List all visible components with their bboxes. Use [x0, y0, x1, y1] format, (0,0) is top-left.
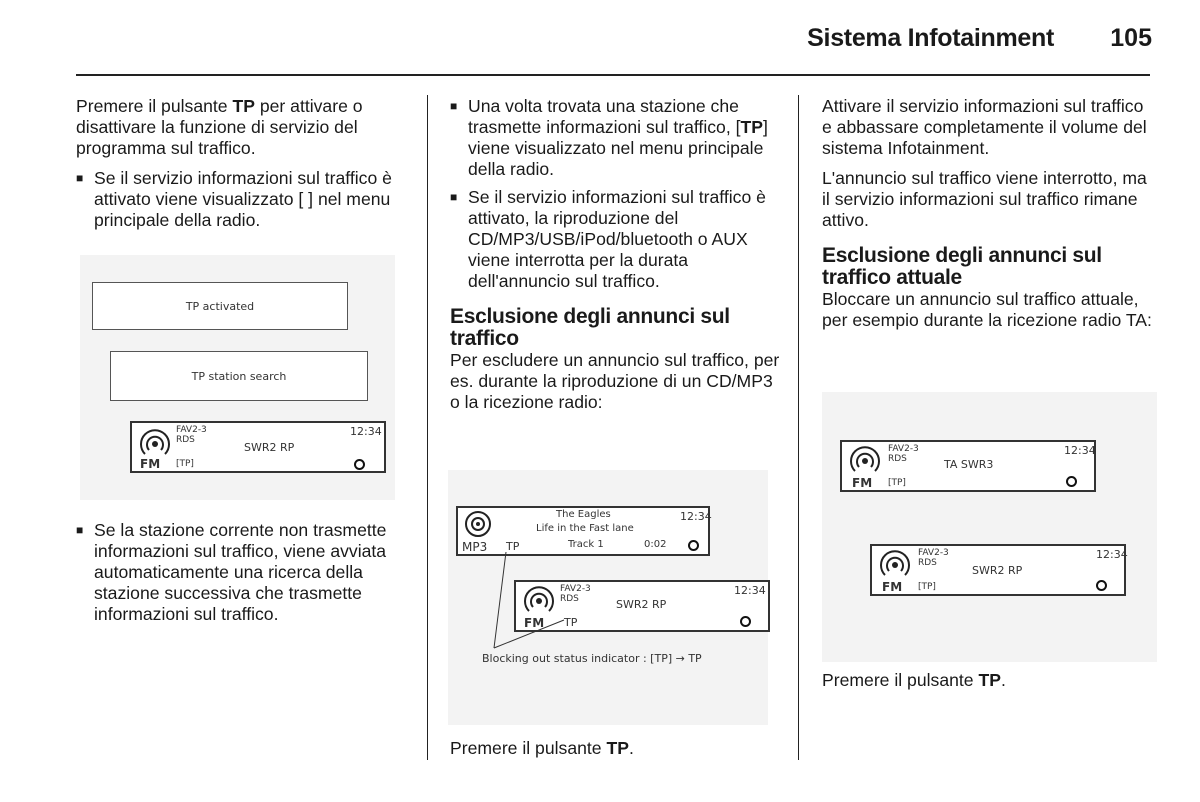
clock: 12:34	[734, 584, 766, 597]
radio-display	[840, 440, 1096, 492]
preset-label: FAV2-3	[560, 584, 591, 594]
clock: 12:34	[350, 425, 382, 438]
elapsed-time: 0:02	[644, 539, 667, 550]
band-label: FM	[140, 457, 161, 471]
tp-indicator: TP	[564, 616, 578, 629]
column-2-bottom	[450, 738, 780, 768]
paragraph: Bloccare un annuncio sul traffico attuale, per esempio durante la ricezione radio TA:	[822, 289, 1152, 330]
figure-caption: Blocking out status indicator : [TP] → TP	[482, 652, 702, 665]
bullet-item: ■ Se il servizio informazioni sul traffico è attivato viene visualizzato [ ] nel menu principale della radio.	[76, 168, 410, 231]
radio-signal-icon	[140, 429, 170, 459]
paragraph: Premere il pulsante TP.	[822, 670, 1006, 690]
header-rule	[76, 74, 1150, 76]
figure-background	[822, 392, 1157, 662]
paragraph: Attivare il servizio informazioni sul traffico e abbassare completamente il volume del sistema Infotainment.	[822, 96, 1147, 158]
preset-label: FAV2-3	[888, 444, 919, 454]
knob-icon	[1066, 476, 1077, 487]
band-label: MP3	[462, 540, 488, 554]
column-divider	[798, 95, 799, 760]
station-name: SWR2 RP	[616, 598, 667, 611]
band-label: FM	[882, 580, 903, 594]
radio-signal-icon	[880, 550, 910, 580]
clock: 12:34	[680, 510, 712, 523]
clock: 12:34	[1096, 548, 1128, 561]
station-name: TA SWR3	[944, 458, 994, 471]
tp-indicator: [TP]	[918, 582, 936, 592]
paragraph: Premere il pulsante TP.	[450, 738, 634, 758]
column-3-bottom	[822, 670, 1157, 700]
track-number: Track 1	[568, 539, 604, 550]
preset-label: FAV2-3	[176, 425, 207, 435]
station-name: SWR2 RP	[972, 564, 1023, 577]
bullet-item: ■ Se il servizio informazioni sul traffico è attivato, la riproduzione del CD/MP3/USB/iPod/bluetooth o AUX viene interrotta per la durata dell'annuncio sul traffico.	[450, 187, 780, 292]
tp-activated-box: TP activated	[92, 282, 348, 330]
header-title: Sistema Infotainment	[807, 24, 1054, 52]
tp-indicator: TP	[506, 540, 520, 553]
rds-label: RDS	[888, 454, 907, 464]
radio-display	[130, 421, 386, 473]
bullet-item: ■ Se la stazione corrente non trasmette informazioni sul traffico, viene avviata automaticamente una ricerca della stazione successiva che trasmette informazioni sul traffico.	[76, 520, 410, 625]
paragraph: L'annuncio sul traffico viene interrotto, ma il servizio informazioni sul traffico rimane attivo.	[822, 168, 1147, 230]
clock: 12:34	[1064, 444, 1096, 457]
section-heading: Esclusione degli annunci sul traffico	[450, 305, 730, 350]
paragraph: Premere il pulsante TP per attivare o disattivare la funzione di servizio del programma sul traffico.	[76, 96, 363, 158]
radio-display	[870, 544, 1126, 596]
artist-name: The Eagles	[556, 509, 611, 520]
column-divider	[427, 95, 428, 760]
rds-label: RDS	[918, 558, 937, 568]
knob-icon	[354, 459, 365, 470]
bullet-item: ■ Una volta trovata una stazione che trasmette informazioni sul traffico, [TP] viene visualizzato nel menu principale della radio.	[450, 96, 780, 180]
figure-tp-blocking	[448, 470, 768, 725]
band-label: FM	[524, 616, 545, 630]
tp-indicator: [TP]	[176, 459, 194, 469]
pointer-lines	[448, 470, 768, 725]
tp-indicator: [TP]	[888, 478, 906, 488]
column-2	[450, 96, 780, 422]
station-name: SWR2 RP	[244, 441, 295, 454]
radio-signal-icon	[850, 446, 880, 476]
column-1-bottom	[76, 520, 410, 632]
column-1	[76, 96, 410, 238]
preset-label: FAV2-3	[918, 548, 949, 558]
tp-station-search-box: TP station search	[110, 351, 368, 401]
rds-label: RDS	[176, 435, 195, 445]
track-title: Life in the Fast lane	[536, 523, 634, 534]
column-3	[822, 96, 1157, 340]
paragraph: Per escludere un annuncio sul traffico, per es. durante la riproduzione di un CD/MP3 o la ricezione radio:	[450, 350, 780, 412]
section-heading: Esclusione degli annunci sul traffico attuale	[822, 244, 1102, 289]
figure-tp-activation	[80, 255, 395, 500]
page-number: 105	[1110, 24, 1152, 52]
figure-ta-blocking	[822, 392, 1157, 662]
band-label: FM	[852, 476, 873, 490]
rds-label: RDS	[560, 594, 579, 604]
knob-icon	[1096, 580, 1107, 591]
